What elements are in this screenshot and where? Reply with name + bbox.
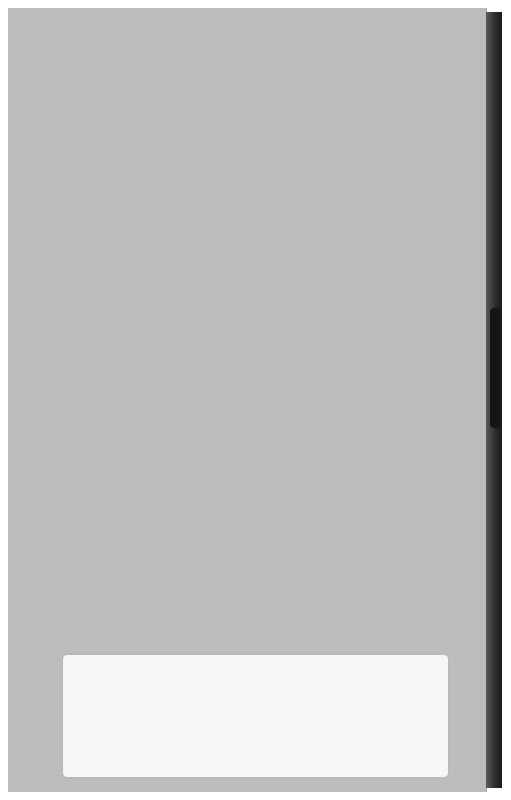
barcode-top-strip xyxy=(105,659,235,663)
barcode-label xyxy=(63,655,448,777)
barcode-bars xyxy=(91,687,306,751)
page-edge-mark xyxy=(490,308,500,428)
